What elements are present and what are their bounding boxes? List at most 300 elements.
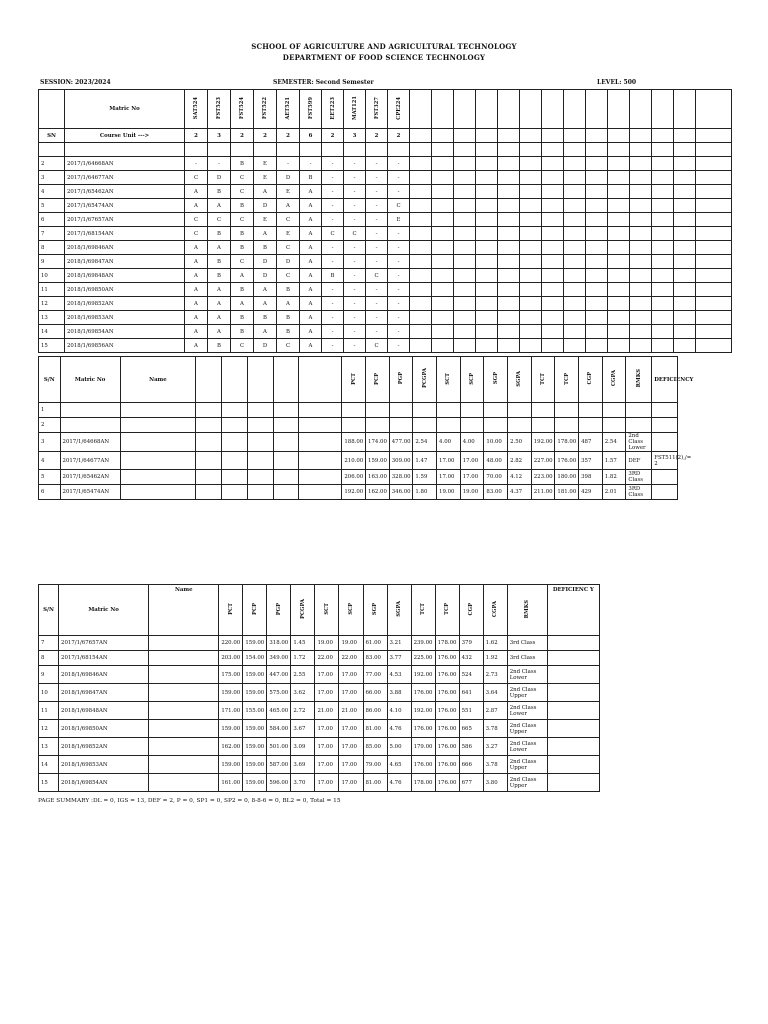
empty-cell [185,143,208,157]
deficiency-cell [547,738,599,756]
empty-cell [674,185,696,199]
grade-cell: A [300,269,322,283]
grade-cell: - [388,185,410,199]
empty-cell [247,403,273,418]
empty-cell [498,241,520,255]
grade-cell: - [366,199,388,213]
value-cell: 159.00 [243,738,267,756]
grade-cell: A [277,297,300,311]
grade-cell: - [322,325,344,339]
value-cell [413,403,437,418]
grade-cell: A [231,297,254,311]
grade-cell: - [344,325,366,339]
value-cell [531,403,555,418]
empty-cell [498,171,520,185]
deficiency-cell [547,666,599,684]
empty-cell [674,227,696,241]
empty-cell [498,311,520,325]
value-cell [366,418,390,433]
grade-cell: A [300,255,322,269]
grade-cell: A [300,227,322,241]
empty-cell [608,283,630,297]
value-cell: 227.00 [531,452,555,470]
empty-cell [476,311,498,325]
empty-cell [696,143,732,157]
deficiency-cell [547,774,599,792]
row-sn: 10 [39,269,65,283]
summary-header-row [39,585,600,636]
empty-cell [520,255,542,269]
summary-col-header [315,585,339,636]
table-row [39,702,600,720]
empty-cell [542,255,564,269]
deficiency-cell [652,433,678,452]
grade-cell: C [231,255,254,269]
grade-cell: - [322,213,344,227]
row-matric: 2018/1/69854AN [59,774,149,792]
empty-cell [454,269,476,283]
value-cell: 176.00 [435,738,459,756]
summary-col-header-label: SCP [347,603,354,615]
grade-cell: A [300,297,322,311]
grade-cell: C [208,213,231,227]
empty-cell [652,90,674,129]
empty-cell [652,213,674,227]
empty-cell [674,199,696,213]
empty-cell [247,433,273,452]
empty-cell [674,213,696,227]
value-cell: 1.57 [602,452,626,470]
summary-col-header-label: PGP [398,372,405,385]
grade-cell: B [300,171,322,185]
course-unit-value: 2 [388,129,410,143]
empty-cell [299,433,342,452]
empty-cell [476,297,498,311]
grade-cell: - [366,171,388,185]
empty-cell [564,255,586,269]
deficiency-cell [547,651,599,666]
empty-cell [273,485,299,500]
empty-cell [454,199,476,213]
value-cell: 2.73 [483,666,507,684]
empty-cell [476,157,498,171]
empty-cell [630,129,652,143]
result-summary-table-1 [38,356,732,500]
value-cell: 81.00 [363,774,387,792]
empty-cell [586,297,608,311]
empty-cell [498,157,520,171]
value-cell: 178.00 [555,433,579,452]
value-cell: 17.00 [437,470,461,485]
empty-cell [564,143,586,157]
table-row [39,213,732,227]
empty-cell [476,325,498,339]
remarks-cell: 2nd Class Upper [507,720,547,738]
value-cell: 203.00 [219,651,243,666]
value-cell [602,403,626,418]
empty-cell [696,283,732,297]
empty-cell [410,171,432,185]
empty-cell [696,227,732,241]
empty-cell [564,199,586,213]
empty-cell [410,199,432,213]
deficiency-cell [547,756,599,774]
value-cell: 587.00 [267,756,291,774]
value-cell: 66.00 [363,684,387,702]
value-cell: 17.00 [437,452,461,470]
empty-cell [299,470,342,485]
value-cell: 429 [579,485,603,500]
remarks-cell: DEF [626,452,652,470]
empty-cell [432,283,454,297]
value-cell: 2.87 [483,702,507,720]
course-unit-value: 6 [300,129,322,143]
value-cell: 206.00 [342,470,366,485]
empty-cell [454,171,476,185]
empty-cell [410,185,432,199]
empty-cell [630,90,652,129]
empty-cell [696,241,732,255]
empty-cell [586,213,608,227]
summary-col-header [411,585,435,636]
value-cell: 3.77 [387,651,411,666]
empty-cell [221,433,247,452]
value-cell: 176.00 [435,774,459,792]
empty-cell [366,143,388,157]
matric-header: Matric No [59,585,149,636]
row-matric: 2018/1/69847AN [65,255,185,269]
row-matric: 2018/1/69854AN [65,325,185,339]
empty-cell [432,255,454,269]
grade-cell: - [344,283,366,297]
value-cell: 19.00 [315,636,339,651]
value-cell: 223.00 [531,470,555,485]
row-matric: 2018/1/69846AN [59,666,149,684]
course-header-row [39,90,732,129]
value-cell: 1.59 [413,470,437,485]
summary-col-header [555,357,579,403]
grade-cell: - [344,185,366,199]
deficiency-cell [652,470,678,485]
empty-cell [696,269,732,283]
empty-cell [410,297,432,311]
empty-cell [476,227,498,241]
grade-cell: A [300,185,322,199]
empty-cell [630,227,652,241]
empty-cell [322,143,344,157]
row-sn: 2 [39,418,61,433]
value-cell: 328.00 [389,470,413,485]
empty-cell [231,143,254,157]
value-cell: 3.69 [291,756,315,774]
empty-cell [542,269,564,283]
empty-cell [674,325,696,339]
value-cell: 2.82 [508,452,532,470]
value-cell: 432 [459,651,483,666]
row-matric: 2017/1/64668AN [65,157,185,171]
value-cell: 154.00 [243,651,267,666]
value-cell: 155.00 [243,702,267,720]
grade-cell: A [185,185,208,199]
summary-col-header-label: PCP [374,372,381,385]
table-row [39,651,600,666]
summary-col-header [267,585,291,636]
empty-cell [410,283,432,297]
value-cell [579,418,603,433]
grade-cell: A [185,297,208,311]
course-code-header [366,90,388,129]
value-cell: 192.00 [411,702,435,720]
grade-cell: B [277,311,300,325]
table-row [39,241,732,255]
empty-cell [454,185,476,199]
grade-cell: - [366,185,388,199]
summary-col-header [219,585,243,636]
empty-cell [410,227,432,241]
empty-cell [652,269,674,283]
row-name [149,738,219,756]
row-sn: 12 [39,297,65,311]
value-cell: 85.00 [363,738,387,756]
empty-cell [630,297,652,311]
table-row [39,283,732,297]
empty-cell [608,171,630,185]
empty-cell [608,185,630,199]
summary-col-header-label: PGP [275,602,282,616]
empty-cell [247,485,273,500]
empty-cell [520,185,542,199]
value-cell: 70.00 [484,470,508,485]
grade-cell: C [322,227,344,241]
value-cell: 309.00 [389,452,413,470]
row-sn: 7 [39,227,65,241]
value-cell: 210.00 [342,452,366,470]
grade-cell: A [185,199,208,213]
value-cell: 22.00 [315,651,339,666]
grade-cell: A [254,227,277,241]
empty-cell [652,255,674,269]
value-cell: 3.78 [483,756,507,774]
value-cell: 21.00 [315,702,339,720]
course-code-header-label: FST524 [239,96,245,120]
value-cell: 4.10 [387,702,411,720]
grade-cell: - [388,311,410,325]
session-label: SESSION: 2023/2024 [40,79,111,86]
empty-cell [432,171,454,185]
summary-col-header [484,357,508,403]
grade-cell: - [344,339,366,353]
empty-cell [674,339,696,353]
empty-cell [388,143,410,157]
grade-cell: A [185,311,208,325]
grade-cell: - [322,199,344,213]
course-code-header-label: FST522 [262,96,268,120]
empty-cell [410,269,432,283]
summary-header-row [39,357,732,403]
empty-cell [432,227,454,241]
row-sn: 2 [39,157,65,171]
grade-cell: A [277,199,300,213]
empty-cell [564,311,586,325]
empty-cell [476,255,498,269]
empty-cell [247,452,273,470]
grade-cell: B [208,227,231,241]
empty-cell [432,157,454,171]
empty-cell [476,213,498,227]
row-sn: 3 [39,171,65,185]
grade-cell: A [185,269,208,283]
value-cell: 357 [579,452,603,470]
row-sn: 15 [39,774,59,792]
table-row [39,297,732,311]
empty-cell [586,171,608,185]
value-cell: 4.00 [460,433,484,452]
summary-col-header [508,357,532,403]
value-cell: 596.00 [267,774,291,792]
value-cell [366,403,390,418]
empty-cell [196,403,222,418]
value-cell: 159.00 [219,684,243,702]
empty-cell [273,403,299,418]
department-title: DEPARTMENT OF FOOD SCIENCE TECHNOLOGY [282,53,486,62]
empty-cell [586,227,608,241]
value-cell: 17.00 [339,738,363,756]
course-code-header [231,90,254,129]
row-sn: 11 [39,283,65,297]
row-matric: 2018/1/69853AN [59,756,149,774]
deficiency-cell [547,720,599,738]
grade-cell: - [344,157,366,171]
deficiency-cell [547,702,599,720]
deficiency-header: DEFICIENCY [652,357,678,403]
empty-cell [652,185,674,199]
empty-cell [476,283,498,297]
empty-cell [564,339,586,353]
value-cell: 176.00 [411,684,435,702]
course-unit-value: 2 [231,129,254,143]
empty-cell [674,311,696,325]
empty-cell [273,418,299,433]
value-cell: 318.00 [267,636,291,651]
value-cell: 86.00 [363,702,387,720]
empty-cell [608,311,630,325]
value-cell: 1.62 [483,636,507,651]
grade-cell: A [300,311,322,325]
course-unit-value: 2 [322,129,344,143]
spacer-row [39,143,732,157]
row-matric: 2017/1/64668AN [60,433,120,452]
value-cell: 179.00 [411,738,435,756]
grade-cell: B [231,311,254,325]
empty-cell [454,311,476,325]
empty-cell [696,297,732,311]
grade-cell: - [344,297,366,311]
empty-cell [498,90,520,129]
empty-cell [520,90,542,129]
course-code-header-label: SAT524 [193,96,199,120]
value-cell: 180.00 [555,470,579,485]
remarks-cell: 3RD Class [626,470,652,485]
empty-cell [564,171,586,185]
course-code-header [300,90,322,129]
value-cell: 677 [459,774,483,792]
empty-cell [586,311,608,325]
grade-cell: A [208,199,231,213]
empty-cell [273,357,299,403]
value-cell: 192.00 [531,433,555,452]
course-code-header [322,90,344,129]
empty-cell [520,199,542,213]
value-cell [460,418,484,433]
empty-cell [299,452,342,470]
value-cell: 501.00 [267,738,291,756]
grade-cell: C [277,241,300,255]
grade-cell: A [185,255,208,269]
empty-cell [586,185,608,199]
empty-cell [454,241,476,255]
empty-cell [674,269,696,283]
grade-cell: - [344,171,366,185]
row-matric: 2017/1/64677AN [60,452,120,470]
empty-cell [674,171,696,185]
value-cell: 19.00 [460,485,484,500]
grade-cell: - [388,241,410,255]
row-name [120,418,195,433]
value-cell: 176.00 [435,756,459,774]
summary-col-header-label: PCT [350,372,357,385]
grade-cell: - [366,255,388,269]
empty-cell [520,227,542,241]
row-name [120,403,195,418]
grade-cell: - [322,185,344,199]
course-code-header-label: FST327 [373,96,380,120]
summary-col-header-label: TCP [444,603,451,615]
course-code-header-label: FST599 [307,96,314,120]
empty-cell [476,339,498,353]
empty-cell [454,325,476,339]
row-sn: 3 [39,433,61,452]
empty-cell [454,339,476,353]
row-sn: 14 [39,756,59,774]
value-cell: 22.00 [339,651,363,666]
value-cell: 176.00 [435,651,459,666]
empty-cell [410,129,432,143]
empty-cell [674,157,696,171]
empty-cell [410,325,432,339]
empty-cell [608,339,630,353]
row-sn: 10 [39,684,59,702]
summary-col-header [387,585,411,636]
course-code-header-label: EET223 [329,96,336,120]
value-cell: 174.00 [366,433,390,452]
empty-cell [586,269,608,283]
row-matric: 2017/1/68154AN [65,227,185,241]
empty-cell [300,143,322,157]
summary-col-header [459,585,483,636]
empty-cell [196,418,222,433]
summary-col-header-label: TCT [540,372,547,385]
course-unit-value: 2 [185,129,208,143]
grade-cell: - [388,339,410,353]
row-matric: 2018/1/69847AN [59,684,149,702]
grade-cell: B [254,241,277,255]
empty-cell [696,199,732,213]
grade-cell: - [366,157,388,171]
row-sn: 13 [39,738,59,756]
summary-col-header-label: SCT [445,372,452,385]
value-cell: 17.00 [315,720,339,738]
value-cell: 161.00 [219,774,243,792]
